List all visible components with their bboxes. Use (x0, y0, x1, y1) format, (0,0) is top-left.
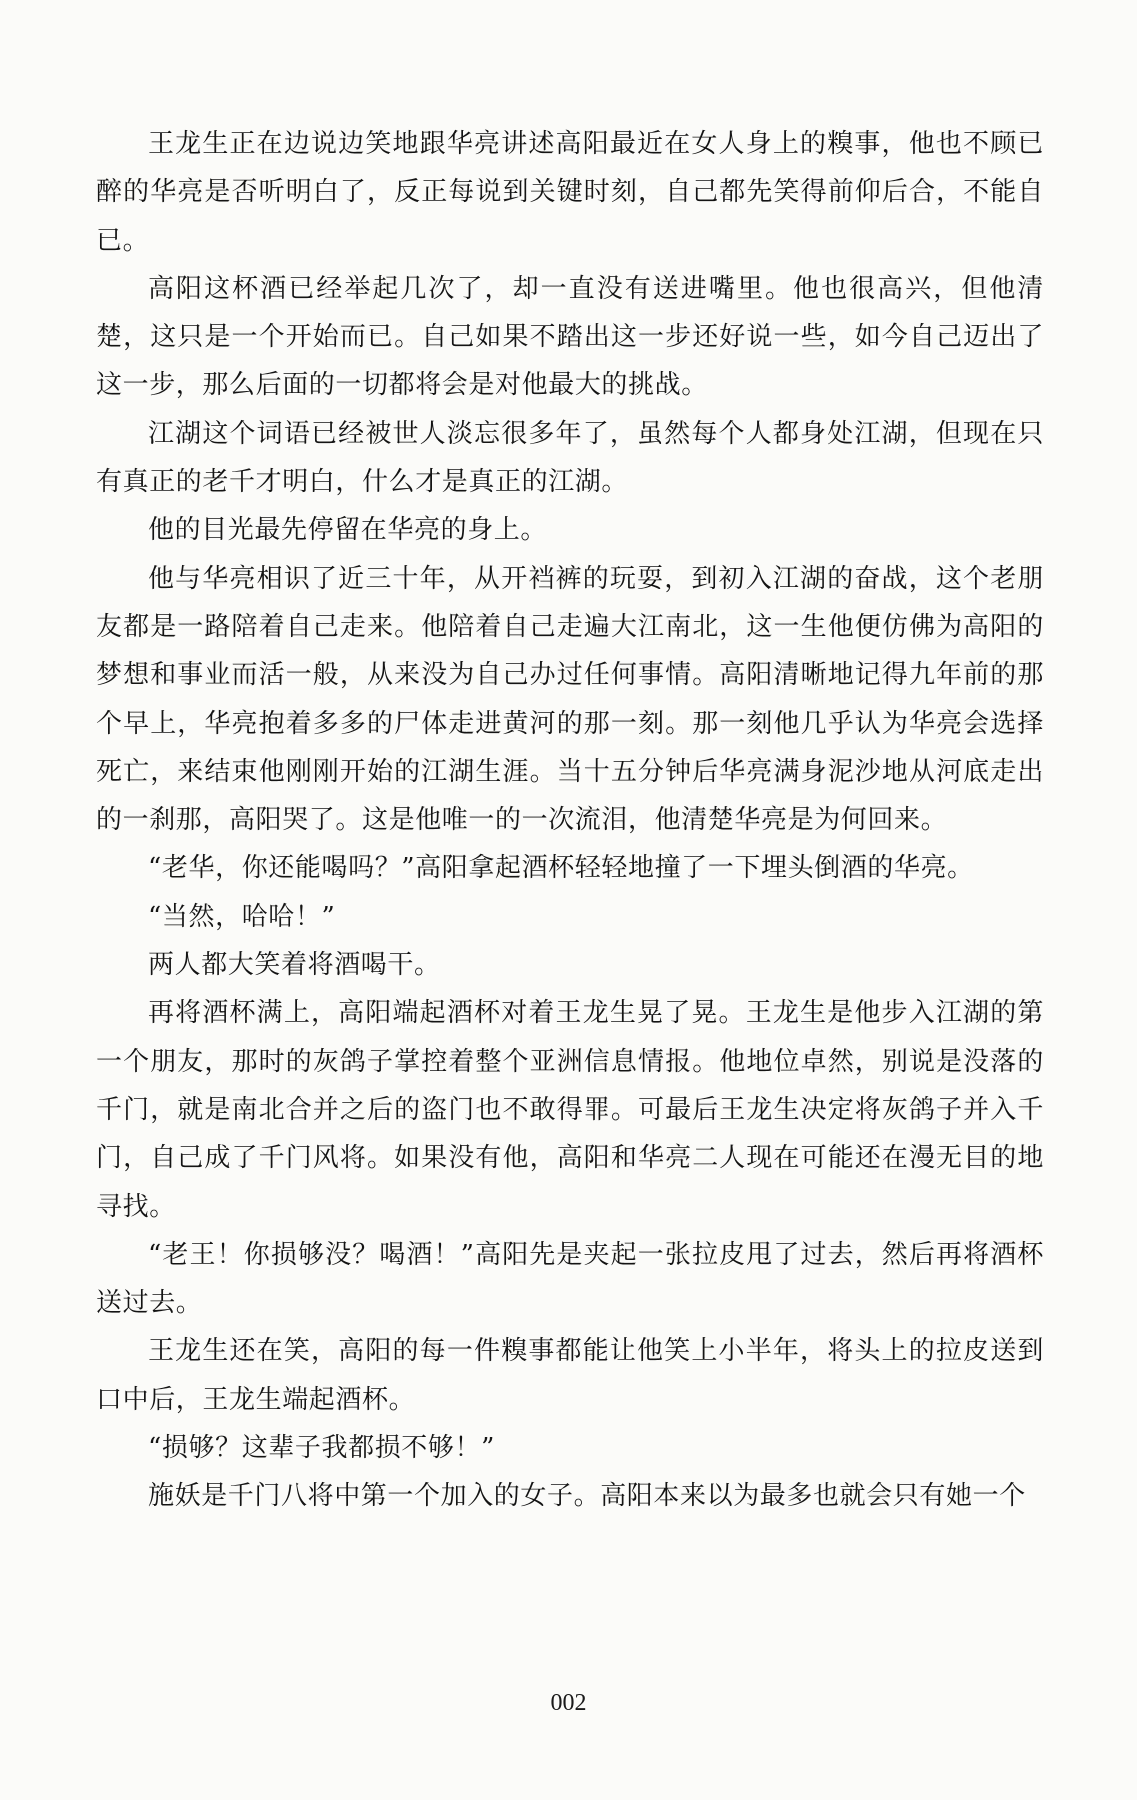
paragraph: 再将酒杯满上，高阳端起酒杯对着王龙生晃了晃。王龙生是他步入江湖的第一个朋友，那时的灰鸽子掌控着整个亚洲信息情报。他地位卓然，别说是没落的千门，就是南北合并之后的盗门也不敢得罪。可最后王龙生决定将灰鸽子并入千门，自己成了千门风将。如果没有他，高阳和华亮二人现在可能还在漫无目的地寻找。 (96, 998, 1044, 1222)
dialogue-paragraph: “老华，你还能喝吗？”高阳拿起酒杯轻轻地撞了一下埋头倒酒的华亮。 (148, 853, 974, 884)
dialogue-paragraph: “损够？这辈子我都损不够！” (148, 1433, 495, 1464)
paragraph: 两人都大笑着将酒喝干。 (148, 950, 441, 981)
dialogue-paragraph: “老王！你损够没？喝酒！”高阳先是夹起一张拉皮甩了过去，然后再将酒杯送过去。 (96, 1239, 1044, 1319)
page-number: 002 (550, 1690, 587, 1716)
paragraph: 高阳这杯酒已经举起几次了，却一直没有送进嘴里。他也很高兴，但他清楚，这只是一个开始而已。自己如果不踏出这一步还好说一些，如今自己迈出了这一步，那么后面的一切都将会是对他最大的挑战。 (96, 273, 1044, 401)
paragraph: 江湖这个词语已经被世人淡忘很多年了，虽然每个人都身处江湖，但现在只有真正的老千才明白，什么才是真正的江湖。 (96, 418, 1044, 498)
page-body (96, 120, 1044, 1521)
paragraph: 他与华亮相识了近三十年，从开裆裤的玩耍，到初入江湖的奋战，这个老朋友都是一路陪着自己走来。他陪着自己走遍大江南北，这一生他便仿佛为高阳的梦想和事业而活一般，从来没为自己办过任何事情。高阳清晰地记得九年前的那个早上，华亮抱着多多的尸体走进黄河的那一刻。那一刻他几乎认为华亮会选择死亡，来结束他刚刚开始的江湖生涯。当十五分钟后华亮满身泥沙地从河底走出的一刹那，高阳哭了。这是他唯一的一次流泪，他清楚华亮是为何回来。 (96, 563, 1044, 836)
paragraph: 王龙生还在笑，高阳的每一件糗事都能让他笑上小半年，将头上的拉皮送到口中后，王龙生端起酒杯。 (96, 1336, 1044, 1415)
paragraph: 他的目光最先停留在华亮的身上。 (148, 515, 548, 546)
paragraph: 施妖是千门八将中第一个加入的女子。高阳本来以为最多也就会只有她一个 (148, 1481, 1026, 1512)
paragraph: 王龙生正在边说边笑地跟华亮讲述高阳最近在女人身上的糗事，他也不顾已醉的华亮是否听明白了，反正每说到关键时刻，自己都先笑得前仰后合，不能自已。 (96, 129, 1044, 256)
dialogue-paragraph: “当然，哈哈！” (148, 901, 336, 932)
